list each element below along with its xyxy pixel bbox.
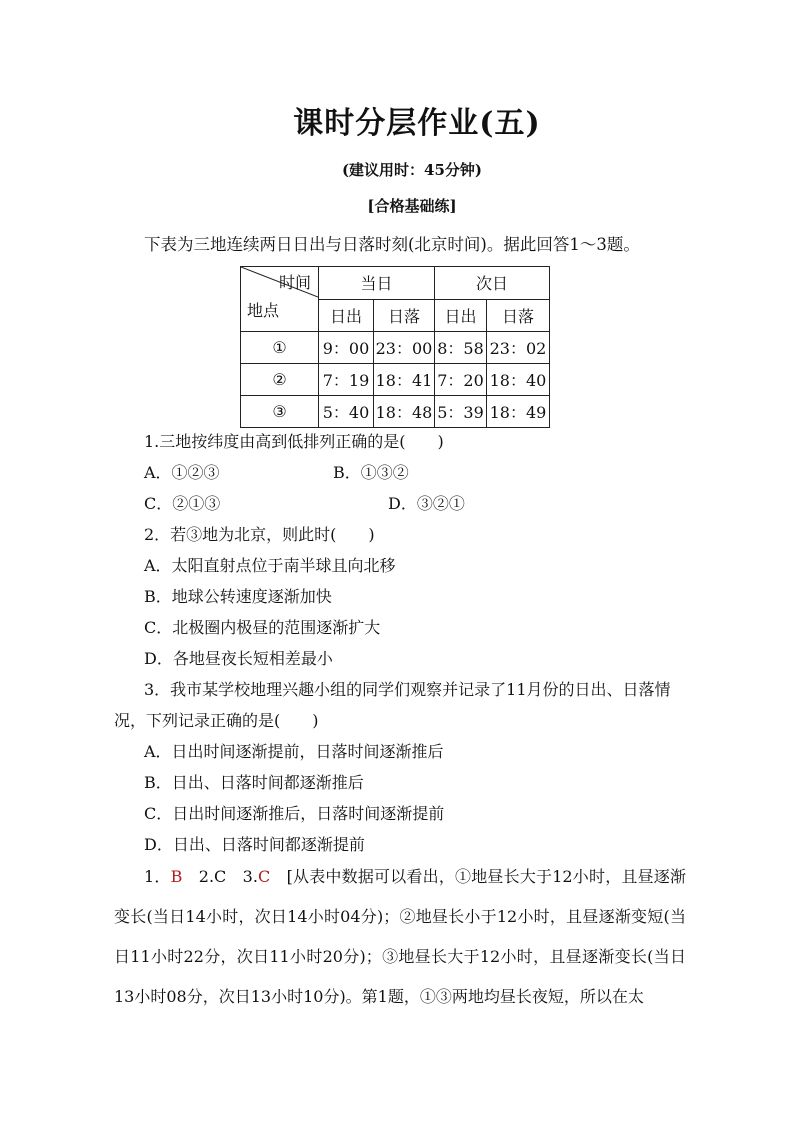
time-cell: 5：40 xyxy=(319,396,374,428)
page-title: 课时分层作业(五) xyxy=(293,106,541,141)
time-cell: 18：49 xyxy=(487,396,550,428)
sunrise-sunset-table xyxy=(240,266,550,428)
place-cell: ② xyxy=(241,364,319,396)
place-cell: ③ xyxy=(241,396,319,428)
answer-text: [从表中数据可以看出，①地昼长大于12小时，且昼逐渐变长(当日14小时，次日14小时04分)；②地昼长小于12小时，且昼逐渐变短(当日11小时22分，次日11小时20分)；③地昼长大于12小时，且昼逐渐变长(当日13小时08分，次日13小时10分)。第1题，①③两地均昼长夜短，所以在太 xyxy=(114,867,686,1006)
time-cell: 8：58 xyxy=(435,332,487,364)
q1-option-a: A．①②③ xyxy=(144,463,220,482)
answer-paragraph xyxy=(114,857,686,1017)
time-cell: 7：19 xyxy=(319,364,374,396)
header-day2-sunrise: 日出 xyxy=(435,299,487,332)
q3-option-a: A．日出时间逐渐提前，日落时间逐渐推后 xyxy=(144,742,444,761)
answer-1: B xyxy=(170,867,183,886)
time-cell: 18：48 xyxy=(374,396,435,428)
question-1-stem: 1.三地按纬度由高到低排列正确的是( ) xyxy=(144,432,444,451)
header-day2-sunset: 日落 xyxy=(487,299,550,332)
time-cell: 23：02 xyxy=(487,332,550,364)
answer-mid: 2.C 3. xyxy=(182,867,258,886)
answer-prefix: 1． xyxy=(144,867,171,886)
q2-option-a: A．太阳直射点位于南半球且向北移 xyxy=(144,556,396,575)
time-cell: 9：00 xyxy=(319,332,374,364)
q3-option-c: C．日出时间逐渐推后，日落时间逐渐提前 xyxy=(144,804,445,823)
header-day1-sunset: 日落 xyxy=(374,299,435,332)
table-row xyxy=(241,364,550,396)
table-row xyxy=(241,332,550,364)
q2-option-d: D．各地昼夜长短相差最小 xyxy=(144,649,333,668)
header-day1: 当日 xyxy=(319,267,435,300)
time-cell: 5：39 xyxy=(435,396,487,428)
time-note: (建议用时：45分钟) xyxy=(341,161,483,179)
time-cell: 7：20 xyxy=(435,364,487,396)
header-day1-sunrise: 日出 xyxy=(319,299,374,332)
place-cell: ① xyxy=(241,332,319,364)
table-row xyxy=(241,396,550,428)
header-day2: 次日 xyxy=(435,267,550,300)
q1-option-b: B．①③② xyxy=(333,463,409,482)
q1-option-c: C．②①③ xyxy=(144,494,221,513)
q1-option-d: D．③②① xyxy=(388,494,465,513)
question-2-stem: 2．若③地为北京，则此时( ) xyxy=(144,525,375,544)
q2-option-c: C．北极圈内极昼的范围逐渐扩大 xyxy=(144,618,381,637)
answer-explanation xyxy=(114,857,686,1017)
table-corner-cell xyxy=(241,267,319,332)
q2-option-b: B．地球公转速度逐渐加快 xyxy=(144,587,332,606)
time-cell: 18：41 xyxy=(374,364,435,396)
question-3-stem: 3．我市某学校地理兴趣小组的同学们观察并记录了11月份的日出、日落情 xyxy=(144,680,671,699)
question-3-stem-cont: 况，下列记录正确的是( ) xyxy=(114,711,319,730)
time-cell: 23：00 xyxy=(374,332,435,364)
q3-option-b: B．日出、日落时间都逐渐推后 xyxy=(144,773,364,792)
time-cell: 18：40 xyxy=(487,364,550,396)
corner-label-time: 时间 xyxy=(278,273,311,292)
corner-label-place: 地点 xyxy=(247,301,280,320)
q3-option-d: D．日出、日落时间都逐渐提前 xyxy=(144,835,365,854)
section-heading: [合格基础练] xyxy=(367,197,457,215)
answer-3: C xyxy=(257,867,271,886)
intro-text: 下表为三地连续两日日出与日落时刻(北京时间)。据此回答1～3题。 xyxy=(144,235,640,254)
